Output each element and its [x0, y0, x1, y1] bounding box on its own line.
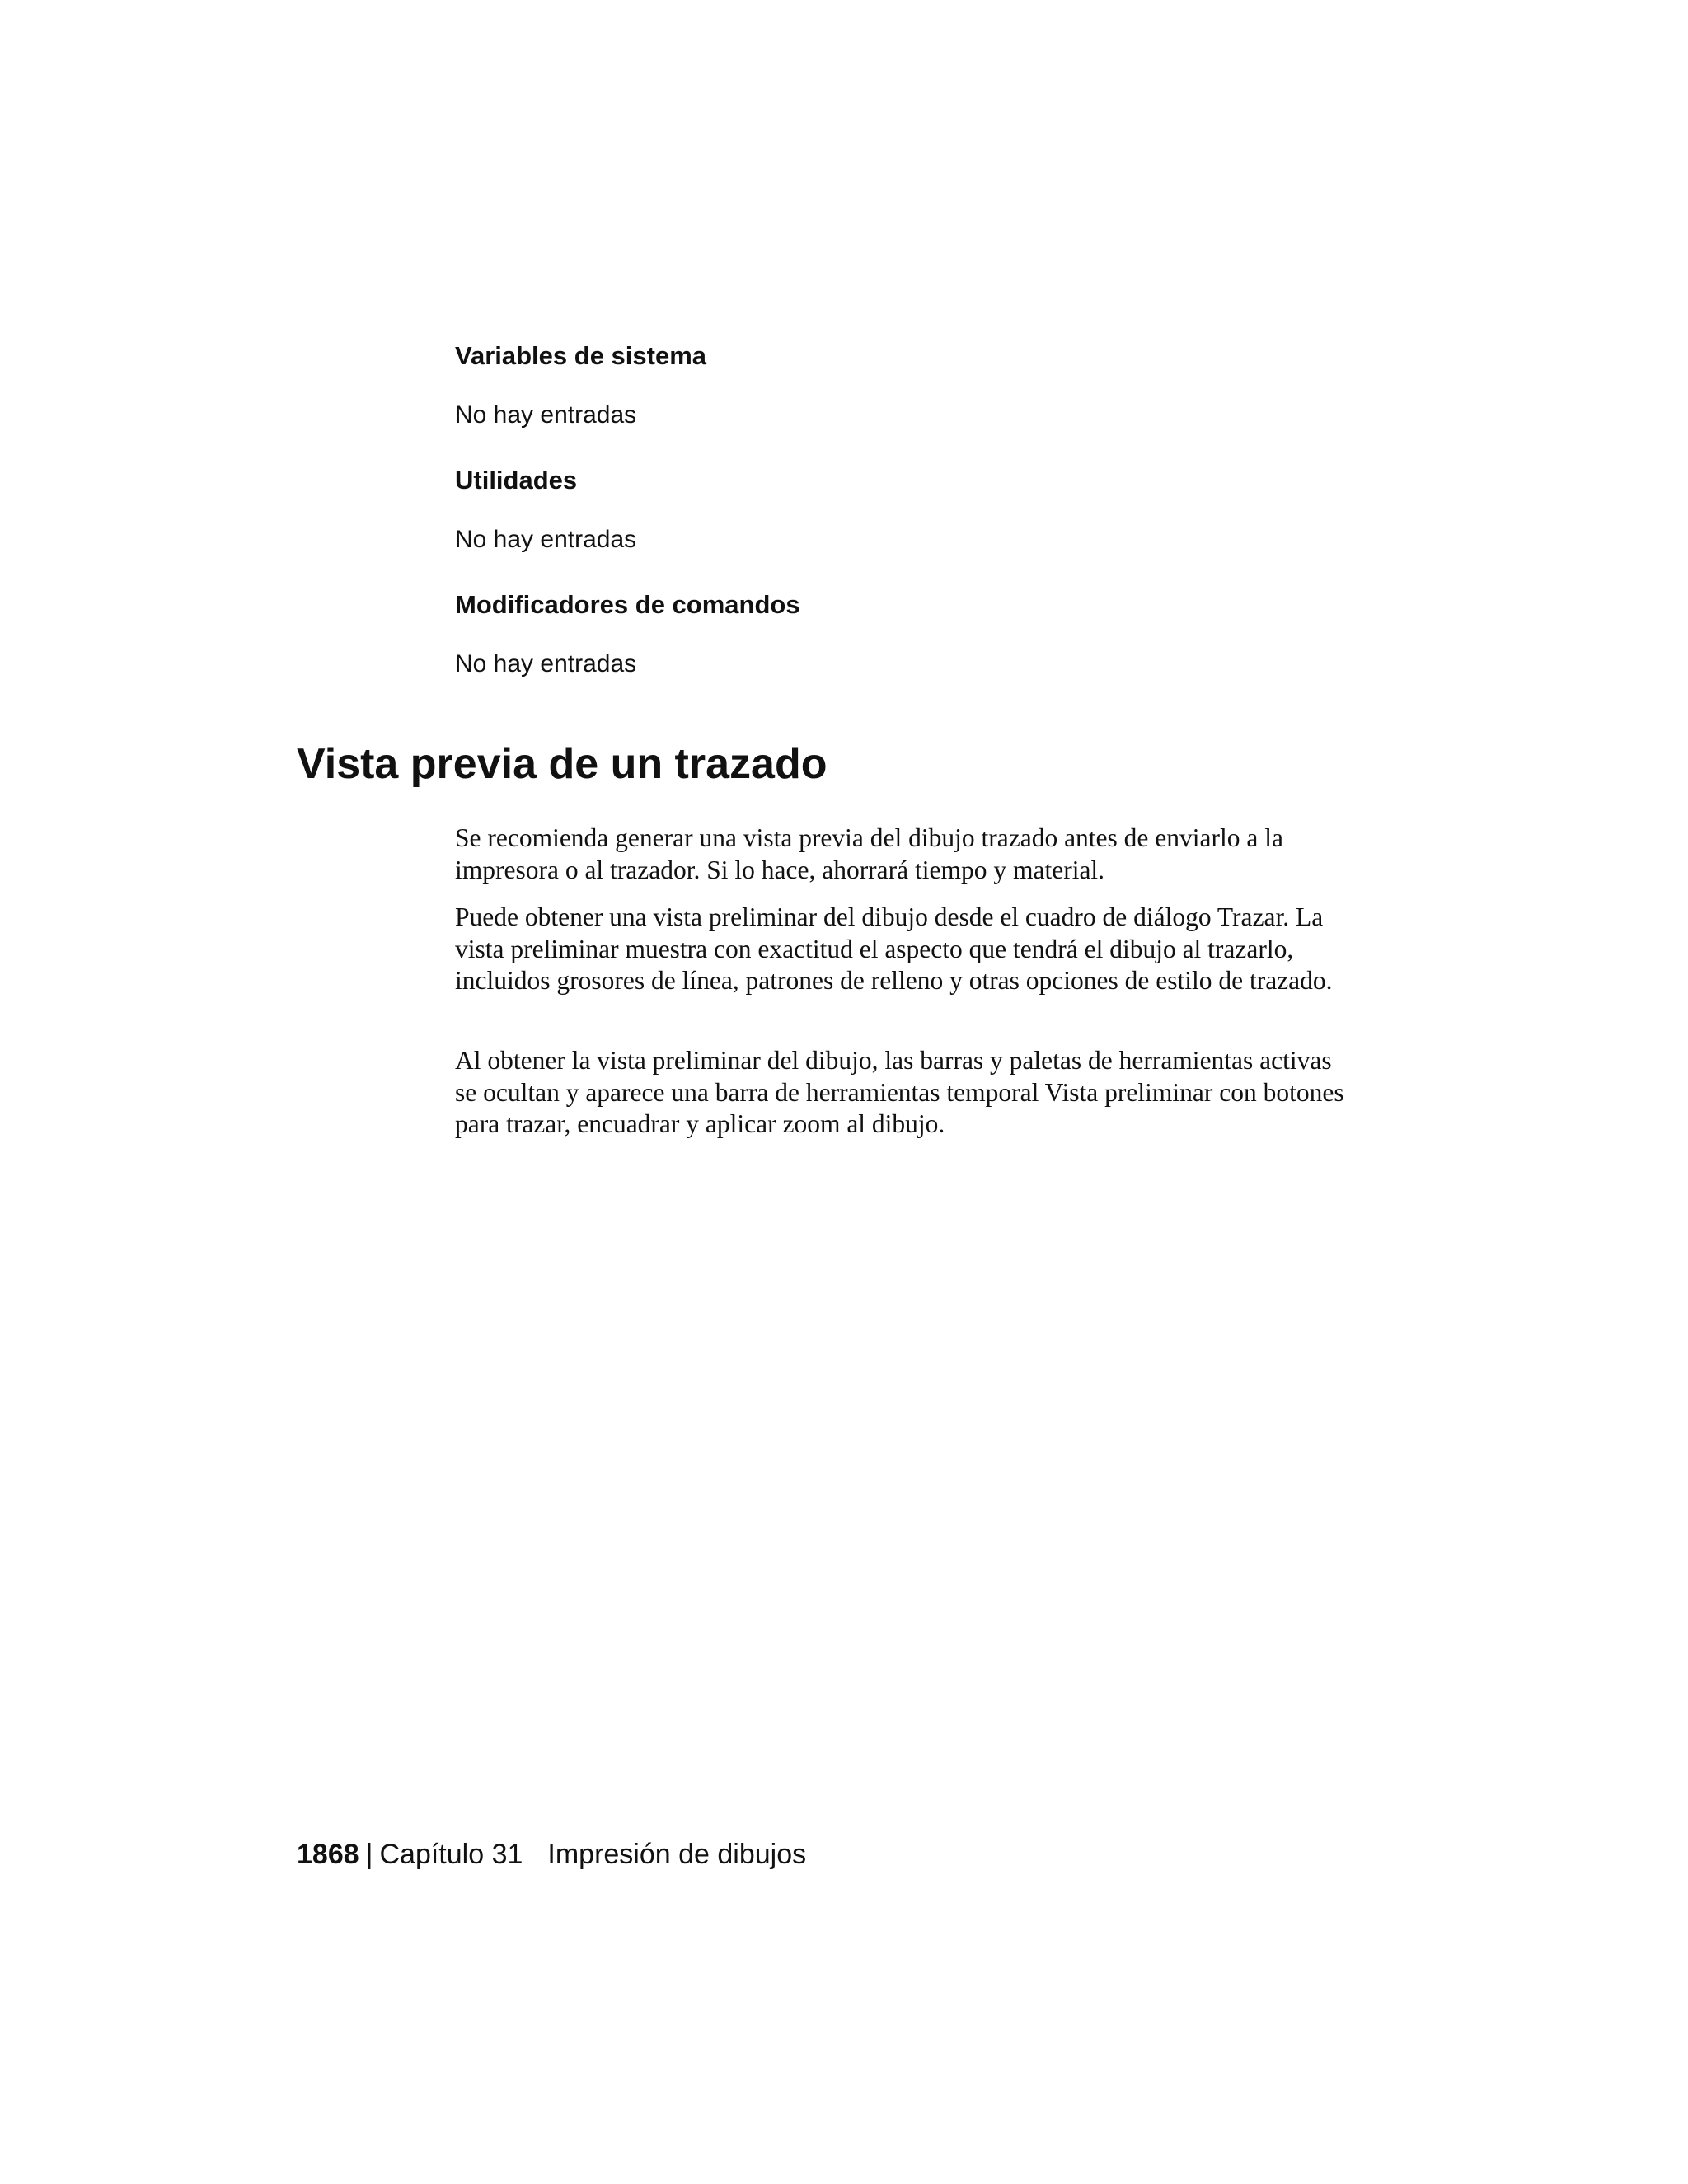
subsection-text-system-variables: No hay entradas	[455, 401, 637, 429]
subsection-text-utilities: No hay entradas	[455, 526, 637, 553]
subsection-heading-utilities: Utilidades	[455, 466, 578, 494]
subsection-text-command-modifiers: No hay entradas	[455, 650, 637, 677]
body-paragraph-3: Al obtener la vista preliminar del dibujo, las barras y paletas de herramientas activas se ocultan y aparece una barra de herramientas temporal Vista preliminar con botones para trazar, encuadrar y aplicar zoom al dibujo.	[455, 1046, 1344, 1138]
subsection-heading-system-variables: Variables de sistema	[455, 341, 707, 370]
footer-chapter: Capítulo 31	[379, 1839, 523, 1870]
section-title: Vista previa de un trazado	[297, 740, 828, 788]
body-paragraph-2: Puede obtener una vista preliminar del dibujo desde el cuadro de diálogo Trazar. La vista preliminar muestra con exactitud el aspecto que tendrá el dibujo al trazarlo, incluidos grosores de línea, patrones de relleno y otras opciones de estilo de trazado.	[455, 902, 1333, 995]
footer-chapter-title: Impresión de dibujos	[547, 1839, 807, 1870]
body-paragraph-1: Se recomienda generar una vista previa del dibujo trazado antes de enviarlo a la impresora o al trazador. Si lo hace, ahorrará tiempo y material.	[455, 823, 1283, 884]
footer-separator: |	[365, 1839, 373, 1870]
subsection-heading-command-modifiers: Modificadores de comandos	[455, 590, 800, 619]
page-footer	[297, 1836, 806, 1872]
page-number: 1868	[297, 1839, 359, 1870]
